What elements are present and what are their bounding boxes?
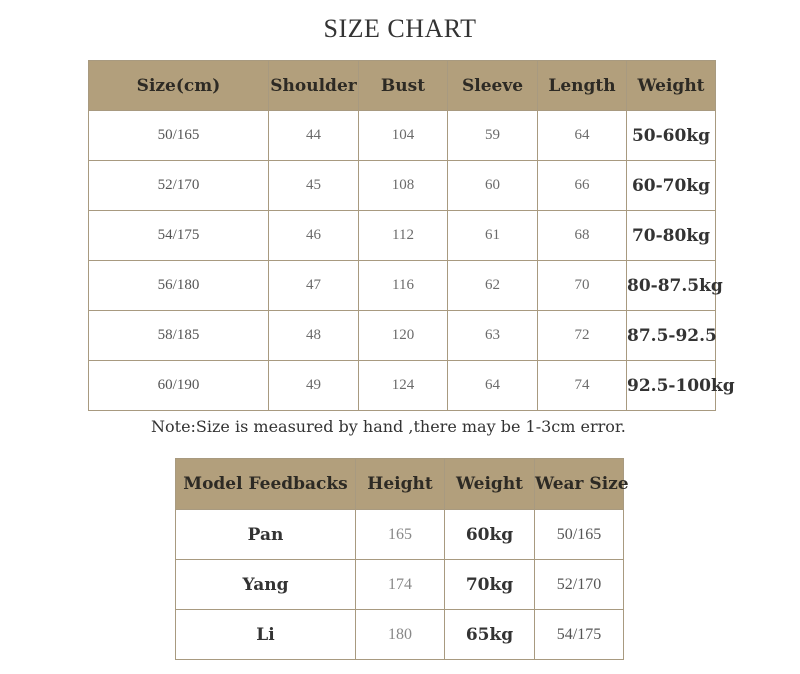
header-wear-size: Wear Size xyxy=(535,459,624,510)
table-row xyxy=(89,311,716,361)
size-cell: 52/170 xyxy=(89,161,269,211)
table-row xyxy=(89,261,716,311)
table-row xyxy=(89,211,716,261)
shoulder-cell: 49 xyxy=(269,361,359,411)
weight-cell: 87.5-92.5 xyxy=(627,311,716,361)
wear-size-cell: 54/175 xyxy=(535,610,624,660)
bust-cell: 124 xyxy=(359,361,448,411)
header-model-feedbacks: Model Feedbacks xyxy=(176,459,356,510)
header-height: Height xyxy=(356,459,445,510)
length-cell: 64 xyxy=(538,111,627,161)
sleeve-cell: 61 xyxy=(448,211,538,261)
wear-size-cell: 50/165 xyxy=(535,510,624,560)
header-weight: Weight xyxy=(445,459,535,510)
sleeve-cell: 64 xyxy=(448,361,538,411)
table-row xyxy=(89,161,716,211)
sleeve-cell: 63 xyxy=(448,311,538,361)
sleeve-cell: 60 xyxy=(448,161,538,211)
model-name-cell: Pan xyxy=(176,510,356,560)
weight-cell: 50-60kg xyxy=(627,111,716,161)
weight-cell: 70kg xyxy=(445,560,535,610)
size-cell: 50/165 xyxy=(89,111,269,161)
length-cell: 72 xyxy=(538,311,627,361)
bust-cell: 120 xyxy=(359,311,448,361)
bust-cell: 116 xyxy=(359,261,448,311)
page-title: SIZE CHART xyxy=(323,14,477,43)
header-shoulder: Shoulder xyxy=(269,61,359,111)
shoulder-cell: 44 xyxy=(269,111,359,161)
weight-cell: 80-87.5kg xyxy=(627,261,716,311)
sleeve-cell: 59 xyxy=(448,111,538,161)
measurement-note: Note:Size is measured by hand ,there may be 1-3cm error. xyxy=(151,417,626,436)
weight-cell: 60-70kg xyxy=(627,161,716,211)
size-cell: 58/185 xyxy=(89,311,269,361)
table-row xyxy=(176,510,624,560)
shoulder-cell: 45 xyxy=(269,161,359,211)
size-table-header-row xyxy=(89,61,716,111)
size-cell: 60/190 xyxy=(89,361,269,411)
shoulder-cell: 48 xyxy=(269,311,359,361)
model-name-cell: Yang xyxy=(176,560,356,610)
size-cell: 56/180 xyxy=(89,261,269,311)
table-row xyxy=(89,361,716,411)
height-cell: 180 xyxy=(356,610,445,660)
weight-cell: 70-80kg xyxy=(627,211,716,261)
height-cell: 174 xyxy=(356,560,445,610)
shoulder-cell: 47 xyxy=(269,261,359,311)
bust-cell: 112 xyxy=(359,211,448,261)
size-cell: 54/175 xyxy=(89,211,269,261)
height-cell: 165 xyxy=(356,510,445,560)
weight-cell: 65kg xyxy=(445,610,535,660)
bust-cell: 108 xyxy=(359,161,448,211)
header-length: Length xyxy=(538,61,627,111)
sleeve-cell: 62 xyxy=(448,261,538,311)
model-table-header-row xyxy=(176,459,624,510)
length-cell: 74 xyxy=(538,361,627,411)
weight-cell: 60kg xyxy=(445,510,535,560)
length-cell: 68 xyxy=(538,211,627,261)
table-row xyxy=(176,560,624,610)
header-weight: Weight xyxy=(627,61,716,111)
weight-cell: 92.5-100kg xyxy=(627,361,716,411)
length-cell: 70 xyxy=(538,261,627,311)
model-feedback-table xyxy=(175,458,629,660)
header-bust: Bust xyxy=(359,61,448,111)
model-name-cell: Li xyxy=(176,610,356,660)
header-sleeve: Sleeve xyxy=(448,61,538,111)
wear-size-cell: 52/170 xyxy=(535,560,624,610)
table-row xyxy=(89,111,716,161)
header-size: Size(cm) xyxy=(89,61,269,111)
bust-cell: 104 xyxy=(359,111,448,161)
table-row xyxy=(176,610,624,660)
length-cell: 66 xyxy=(538,161,627,211)
size-chart-table xyxy=(88,60,735,411)
shoulder-cell: 46 xyxy=(269,211,359,261)
